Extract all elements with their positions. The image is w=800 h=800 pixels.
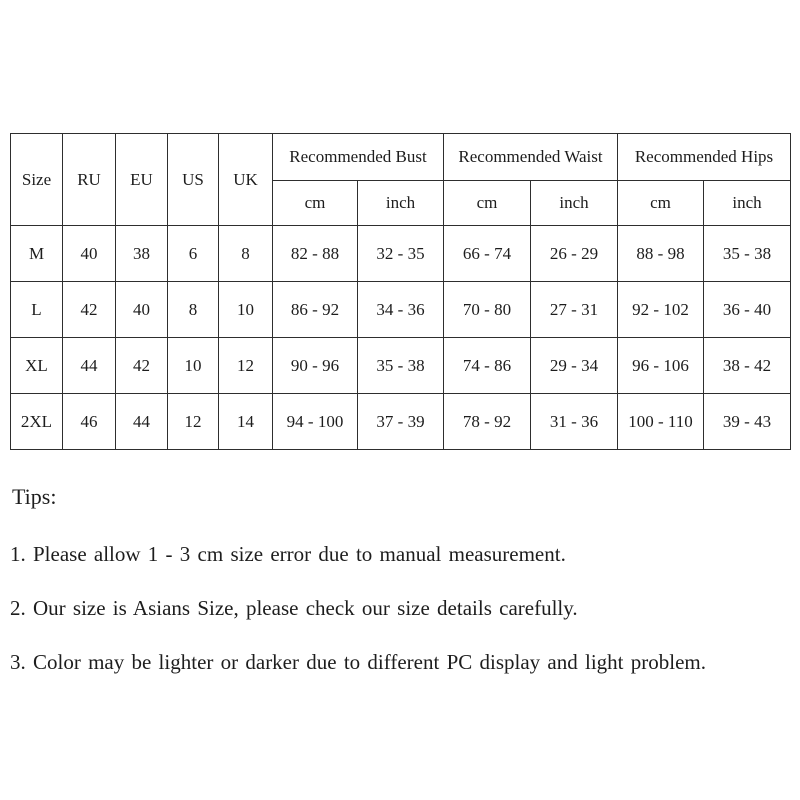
cell-waist-cm: 70 - 80 — [444, 282, 531, 338]
cell-uk: 14 — [219, 394, 273, 450]
tip-item-1: 1. Please allow 1 - 3 cm size error due to manual measurement. — [10, 542, 566, 566]
cell-hips-inch: 35 - 38 — [704, 226, 791, 282]
cell-eu: 38 — [116, 226, 168, 282]
col-header-bust-cm: cm — [273, 181, 358, 226]
cell-waist-cm: 66 - 74 — [444, 226, 531, 282]
col-header-hips-inch: inch — [704, 181, 791, 226]
cell-hips-cm: 96 - 106 — [618, 338, 704, 394]
cell-ru: 44 — [63, 338, 116, 394]
cell-hips-inch: 36 - 40 — [704, 282, 791, 338]
cell-bust-inch: 35 - 38 — [358, 338, 444, 394]
col-header-eu: EU — [116, 134, 168, 226]
tip-item-2: 2. Our size is Asians Size, please check our size details carefully. — [10, 596, 578, 620]
col-header-waist-inch: inch — [531, 181, 618, 226]
cell-uk: 8 — [219, 226, 273, 282]
cell-us: 8 — [168, 282, 219, 338]
col-header-us: US — [168, 134, 219, 226]
cell-bust-cm: 94 - 100 — [273, 394, 358, 450]
cell-hips-cm: 92 - 102 — [618, 282, 704, 338]
cell-ru: 42 — [63, 282, 116, 338]
col-header-size: Size — [11, 134, 63, 226]
tip-item-3: 3. Color may be lighter or darker due to different PC display and light problem. — [10, 650, 706, 674]
cell-ru: 40 — [63, 226, 116, 282]
cell-bust-cm: 86 - 92 — [273, 282, 358, 338]
cell-uk: 12 — [219, 338, 273, 394]
col-header-uk: UK — [219, 134, 273, 226]
size-chart-table — [10, 133, 791, 450]
cell-bust-inch: 34 - 36 — [358, 282, 444, 338]
cell-eu: 42 — [116, 338, 168, 394]
cell-waist-cm: 78 - 92 — [444, 394, 531, 450]
cell-waist-inch: 31 - 36 — [531, 394, 618, 450]
col-header-hips-cm: cm — [618, 181, 704, 226]
cell-bust-cm: 82 - 88 — [273, 226, 358, 282]
cell-size: L — [11, 282, 63, 338]
col-header-recommended-bust: Recommended Bust — [273, 134, 444, 181]
cell-hips-cm: 100 - 110 — [618, 394, 704, 450]
cell-size: XL — [11, 338, 63, 394]
table-row-2xl — [11, 394, 791, 450]
cell-waist-inch: 29 - 34 — [531, 338, 618, 394]
table-row-m — [11, 226, 791, 282]
table-row-l — [11, 282, 791, 338]
cell-eu: 44 — [116, 394, 168, 450]
cell-uk: 10 — [219, 282, 273, 338]
cell-ru: 46 — [63, 394, 116, 450]
cell-waist-cm: 74 - 86 — [444, 338, 531, 394]
cell-us: 12 — [168, 394, 219, 450]
table-row-xl — [11, 338, 791, 394]
cell-eu: 40 — [116, 282, 168, 338]
cell-size: 2XL — [11, 394, 63, 450]
col-header-recommended-waist: Recommended Waist — [444, 134, 618, 181]
col-header-bust-inch: inch — [358, 181, 444, 226]
col-header-ru: RU — [63, 134, 116, 226]
cell-us: 6 — [168, 226, 219, 282]
cell-hips-inch: 39 - 43 — [704, 394, 791, 450]
cell-hips-inch: 38 - 42 — [704, 338, 791, 394]
cell-waist-inch: 26 - 29 — [531, 226, 618, 282]
cell-bust-cm: 90 - 96 — [273, 338, 358, 394]
table-header-row-groups — [11, 134, 791, 181]
tips-heading: Tips: — [12, 484, 57, 509]
cell-waist-inch: 27 - 31 — [531, 282, 618, 338]
col-header-waist-cm: cm — [444, 181, 531, 226]
cell-bust-inch: 32 - 35 — [358, 226, 444, 282]
cell-us: 10 — [168, 338, 219, 394]
cell-hips-cm: 88 - 98 — [618, 226, 704, 282]
col-header-recommended-hips: Recommended Hips — [618, 134, 791, 181]
cell-size: M — [11, 226, 63, 282]
cell-bust-inch: 37 - 39 — [358, 394, 444, 450]
